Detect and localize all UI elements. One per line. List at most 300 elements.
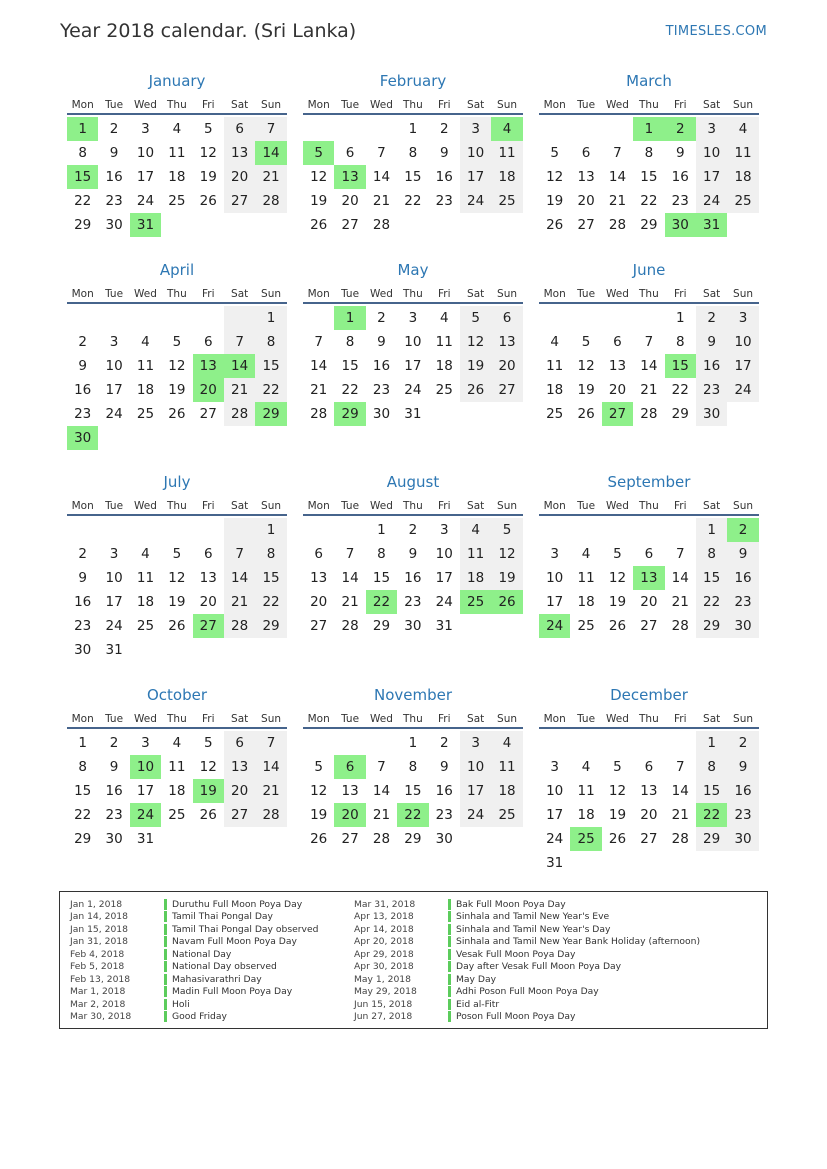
weekday-label: Fri [674,99,687,111]
legend-holiday-name: Vesak Full Moon Poya Day [456,948,576,960]
day-cell: 26 [199,193,217,209]
day-cell: 9 [727,542,758,566]
legend-date: Apr 13, 2018 [354,911,414,923]
day-cell: 11 [546,358,564,374]
day-cell: 27 [341,217,359,233]
weekday-label: Tue [341,288,360,300]
weekday-label: Wed [606,713,629,725]
holiday-cell: 1 [334,306,365,330]
day-cell: 8 [255,330,286,354]
holiday-cell: 19 [193,779,224,803]
legend-holiday-name: Sinhala and Tamil New Year Bank Holiday (afternoon) [456,936,701,948]
weekday-label: Tue [341,713,360,725]
day-cell: 27 [224,189,255,213]
day-cell: 5 [460,306,491,330]
weekday-label: Wed [606,99,629,111]
day-cell: 15 [341,358,359,374]
day-cell: 13 [199,570,217,586]
weekday-label: Thu [639,288,659,300]
day-cell: 2 [109,735,119,751]
day-cell: 24 [136,193,155,209]
day-cell: 4 [172,735,182,751]
day-cell: 3 [460,117,491,141]
holiday-cell: 4 [491,117,522,141]
legend-marker [448,924,451,935]
day-cell: 26 [546,217,564,233]
legend-marker [164,949,167,960]
day-cell: 13 [491,330,522,354]
weekday-label: Sun [261,99,282,111]
empty-cell [633,518,664,542]
weekday-label: Tue [577,99,596,111]
day-cell: 24 [404,382,422,398]
weekday-label: Wed [606,500,629,512]
legend-date: Apr 20, 2018 [354,936,414,948]
legend-marker [448,911,451,922]
day-cell: 11 [491,755,522,779]
day-cell: 3 [141,735,150,751]
empty-cell [570,518,601,542]
weekday-label: Tue [577,288,596,300]
day-cell: 17 [696,165,727,189]
day-cell: 5 [172,546,182,562]
legend-date: Apr 14, 2018 [354,923,414,935]
page-title: Year 2018 calendar. (Sri Lanka) [60,20,357,42]
day-cell: 6 [314,546,323,562]
day-cell: 26 [608,618,627,634]
weekday-label: Mon [71,500,94,512]
legend-marker [164,1011,167,1022]
legend-marker [448,1011,451,1022]
weekday-label: Sun [733,99,754,111]
day-cell: 31 [404,406,422,422]
legend-date: Feb 13, 2018 [70,973,131,985]
legend-date: Jun 15, 2018 [354,998,413,1010]
day-cell: 10 [727,330,758,354]
legend-date: Jan 14, 2018 [70,911,128,923]
day-grid [67,304,287,450]
day-cell: 22 [74,807,92,823]
day-cell: 17 [546,594,564,610]
legend-row [70,1011,318,1024]
day-cell: 29 [372,618,391,634]
day-cell: 24 [546,831,564,847]
month-title: January [148,72,206,90]
day-cell: 19 [460,354,491,378]
day-cell: 23 [727,590,758,614]
day-cell: 23 [435,193,453,209]
day-cell: 23 [74,406,92,422]
day-cell: 12 [310,783,328,799]
day-cell: 27 [577,217,595,233]
day-cell: 23 [671,193,689,209]
empty-cell [539,306,570,330]
day-cell: 14 [671,783,689,799]
day-cell: 19 [199,169,217,185]
day-cell: 19 [310,193,328,209]
empty-cell [224,518,255,542]
weekday-label: Thu [403,713,423,725]
empty-cell [334,731,365,755]
weekday-label: Mon [543,713,566,725]
empty-cell [334,117,365,141]
day-cell: 25 [727,189,758,213]
day-cell: 7 [314,334,323,350]
day-cell: 23 [372,382,391,398]
day-cell: 8 [408,759,418,775]
legend-date: May 1, 2018 [354,973,411,985]
day-cell: 9 [439,145,449,161]
day-cell: 4 [439,310,449,326]
day-cell: 26 [608,831,627,847]
day-cell: 29 [404,831,422,847]
day-cell: 15 [372,570,391,586]
weekday-label: Wed [134,99,157,111]
day-cell: 18 [546,382,564,398]
day-cell: 1 [255,518,286,542]
legend-holiday-name: Good Friday [172,1011,227,1023]
legend-row [354,986,700,999]
legend-marker [164,936,167,947]
day-cell: 12 [546,169,564,185]
day-cell: 29 [696,614,727,638]
weekday-label: Wed [370,288,393,300]
day-cell: 8 [78,759,87,775]
day-cell: 6 [644,546,654,562]
empty-cell [224,306,255,330]
day-cell: 17 [105,382,123,398]
day-cell: 14 [608,169,627,185]
day-cell: 21 [608,193,627,209]
weekday-label: Sat [703,99,721,111]
legend-marker [164,961,167,972]
day-cell: 23 [105,807,123,823]
day-cell: 5 [172,334,182,350]
legend-marker [448,986,451,997]
day-cell: 27 [491,378,522,402]
legend-date: Mar 2, 2018 [70,998,126,1010]
legend-column-right [354,898,700,1023]
weekday-label: Thu [403,99,423,111]
day-cell: 24 [105,618,123,634]
day-cell: 20 [199,594,217,610]
day-cell: 24 [435,594,453,610]
day-cell: 4 [581,546,591,562]
empty-cell [570,117,601,141]
day-cell: 8 [675,334,685,350]
day-cell: 7 [644,334,654,350]
day-cell: 22 [404,193,422,209]
weekday-label: Mon [543,99,566,111]
day-cell: 16 [74,382,92,398]
holiday-cell: 13 [633,566,664,590]
empty-cell [130,306,161,330]
empty-cell [98,518,129,542]
day-cell: 7 [377,759,386,775]
day-cell: 20 [577,193,595,209]
legend-row [354,961,700,974]
day-cell: 21 [671,807,689,823]
empty-cell [665,731,696,755]
legend-row [70,898,318,911]
day-cell: 22 [74,193,92,209]
day-cell: 5 [550,145,559,161]
legend-row [354,973,700,986]
day-cell: 5 [314,759,323,775]
day-cell: 30 [727,614,758,638]
day-cell: 2 [377,310,386,326]
day-cell: 5 [613,546,622,562]
day-cell: 25 [435,382,453,398]
day-cell: 8 [78,145,87,161]
day-cell: 17 [404,358,422,374]
day-cell: 22 [255,378,286,402]
day-cell: 10 [136,145,155,161]
day-cell: 28 [224,402,255,426]
day-cell: 16 [74,594,92,610]
day-cell: 11 [168,145,186,161]
day-cell: 30 [435,831,453,847]
day-cell: 7 [345,546,355,562]
day-cell: 2 [78,546,87,562]
holiday-cell: 31 [696,213,727,237]
day-cell: 24 [105,406,123,422]
legend-marker [164,899,167,910]
day-cell: 26 [310,831,328,847]
weekday-header [67,498,287,516]
day-cell: 4 [581,759,591,775]
day-cell: 25 [491,803,522,827]
day-cell: 29 [74,217,92,233]
weekday-label: Thu [639,99,659,111]
day-grid [303,516,523,638]
day-cell: 9 [408,546,418,562]
day-cell: 7 [255,117,286,141]
day-cell: 30 [74,642,92,658]
day-cell: 23 [105,193,123,209]
day-cell: 3 [696,117,727,141]
weekday-label: Sat [231,99,249,111]
holiday-legend [59,891,768,1029]
day-cell: 19 [608,594,627,610]
legend-holiday-name: Day after Vesak Full Moon Poya Day [456,961,622,973]
legend-holiday-name: May Day [456,973,497,985]
legend-marker [448,999,451,1010]
weekday-header [67,97,287,115]
legend-date: Mar 1, 2018 [70,986,126,998]
day-cell: 2 [78,334,87,350]
weekday-label: Mon [543,500,566,512]
month-november [303,686,523,851]
weekday-header [303,498,523,516]
legend-row [70,998,318,1011]
day-cell: 5 [613,759,622,775]
legend-row [70,986,318,999]
weekday-label: Thu [639,500,659,512]
legend-row [70,911,318,924]
weekday-label: Fri [202,99,215,111]
legend-holiday-name: National Day observed [172,961,277,973]
day-cell: 11 [136,358,155,374]
month-title: March [626,72,672,90]
day-cell: 26 [577,406,595,422]
day-cell: 7 [675,759,685,775]
weekday-label: Thu [403,500,423,512]
weekday-label: Mon [543,288,566,300]
weekday-header [303,286,523,304]
day-cell: 1 [408,121,418,137]
day-cell: 21 [372,807,391,823]
day-cell: 14 [372,783,391,799]
day-cell: 3 [727,306,758,330]
day-cell: 21 [640,382,658,398]
day-cell: 26 [199,807,217,823]
day-cell: 30 [372,406,391,422]
holiday-cell: 20 [193,378,224,402]
day-cell: 11 [168,759,186,775]
holiday-cell: 25 [570,827,601,851]
day-cell: 30 [696,402,727,426]
weekday-label: Sat [467,713,485,725]
day-cell: 18 [577,594,595,610]
holiday-cell: 27 [602,402,633,426]
site-link[interactable]: TIMESLES.COM [665,24,767,39]
holiday-cell: 30 [67,426,98,450]
day-cell: 4 [172,121,182,137]
day-cell: 20 [341,193,359,209]
day-cell: 28 [341,618,359,634]
weekday-header [539,711,759,729]
day-cell: 9 [696,330,727,354]
day-cell: 25 [136,618,155,634]
weekday-label: Tue [341,99,360,111]
weekday-label: Tue [341,500,360,512]
day-cell: 27 [640,618,658,634]
legend-date: Jan 15, 2018 [70,923,128,935]
day-cell: 25 [577,618,595,634]
legend-holiday-name: Navam Full Moon Poya Day [172,936,297,948]
day-cell: 7 [613,145,622,161]
day-cell: 1 [408,735,418,751]
legend-holiday-name: Tamil Thai Pongal Day observed [172,923,319,935]
weekday-label: Mon [307,500,330,512]
day-cell: 3 [550,759,559,775]
day-cell: 7 [675,546,685,562]
day-cell: 31 [546,855,564,871]
day-cell: 28 [255,803,286,827]
day-cell: 2 [408,522,418,538]
day-cell: 19 [577,382,595,398]
month-february [303,72,523,237]
day-cell: 19 [546,193,564,209]
day-cell: 28 [310,406,328,422]
legend-marker [164,974,167,985]
month-title: August [386,473,440,491]
empty-cell [602,306,633,330]
day-cell: 20 [608,382,627,398]
day-cell: 24 [460,803,491,827]
legend-holiday-name: Madin Full Moon Poya Day [172,986,293,998]
day-cell: 6 [581,145,591,161]
legend-date: May 29, 2018 [354,986,417,998]
legend-holiday-name: National Day [172,948,232,960]
day-cell: 8 [255,542,286,566]
day-cell: 22 [671,382,689,398]
day-cell: 24 [460,189,491,213]
day-cell: 12 [491,542,522,566]
day-cell: 6 [224,117,255,141]
holiday-cell: 15 [67,165,98,189]
weekday-label: Sun [733,713,754,725]
day-cell: 11 [727,141,758,165]
day-cell: 15 [404,169,422,185]
legend-row [354,936,700,949]
legend-marker [448,961,451,972]
day-cell: 6 [224,731,255,755]
day-cell: 14 [310,358,328,374]
day-cell: 26 [310,217,328,233]
weekday-label: Sun [497,99,518,111]
day-cell: 14 [255,755,286,779]
day-cell: 1 [255,306,286,330]
weekday-label: Tue [105,713,124,725]
day-cell: 28 [224,614,255,638]
day-cell: 26 [168,618,186,634]
legend-holiday-name: Duruthu Full Moon Poya Day [172,898,303,910]
day-cell: 16 [727,779,758,803]
day-cell: 6 [613,334,622,350]
legend-holiday-name: Tamil Thai Pongal Day [172,911,273,923]
empty-cell [602,117,633,141]
legend-row [70,923,318,936]
weekday-label: Sun [497,288,518,300]
day-cell: 28 [640,406,658,422]
day-cell: 10 [460,141,491,165]
day-cell: 21 [671,594,689,610]
weekday-label: Fri [202,288,215,300]
empty-cell [602,518,633,542]
day-cell: 22 [696,590,727,614]
day-cell: 1 [675,310,685,326]
empty-cell [633,731,664,755]
weekday-label: Sat [703,288,721,300]
day-cell: 16 [105,783,123,799]
day-cell: 25 [168,193,186,209]
day-cell: 10 [696,141,727,165]
legend-date: Mar 30, 2018 [70,1011,132,1023]
day-cell: 10 [546,783,564,799]
holiday-cell: 27 [193,614,224,638]
day-cell: 27 [199,406,217,422]
month-may [303,261,523,426]
empty-cell [161,306,192,330]
day-cell: 21 [255,779,286,803]
weekday-label: Fri [674,288,687,300]
day-cell: 27 [640,831,658,847]
weekday-label: Sat [703,713,721,725]
day-cell: 28 [671,618,689,634]
day-cell: 19 [491,566,522,590]
day-cell: 20 [310,594,328,610]
day-cell: 12 [199,759,217,775]
day-cell: 1 [696,731,727,755]
day-cell: 15 [404,783,422,799]
holiday-cell: 14 [255,141,286,165]
weekday-label: Sun [261,713,282,725]
legend-holiday-name: Eid al-Fitr [456,998,500,1010]
legend-date: Feb 5, 2018 [70,961,125,973]
holiday-cell: 13 [193,354,224,378]
